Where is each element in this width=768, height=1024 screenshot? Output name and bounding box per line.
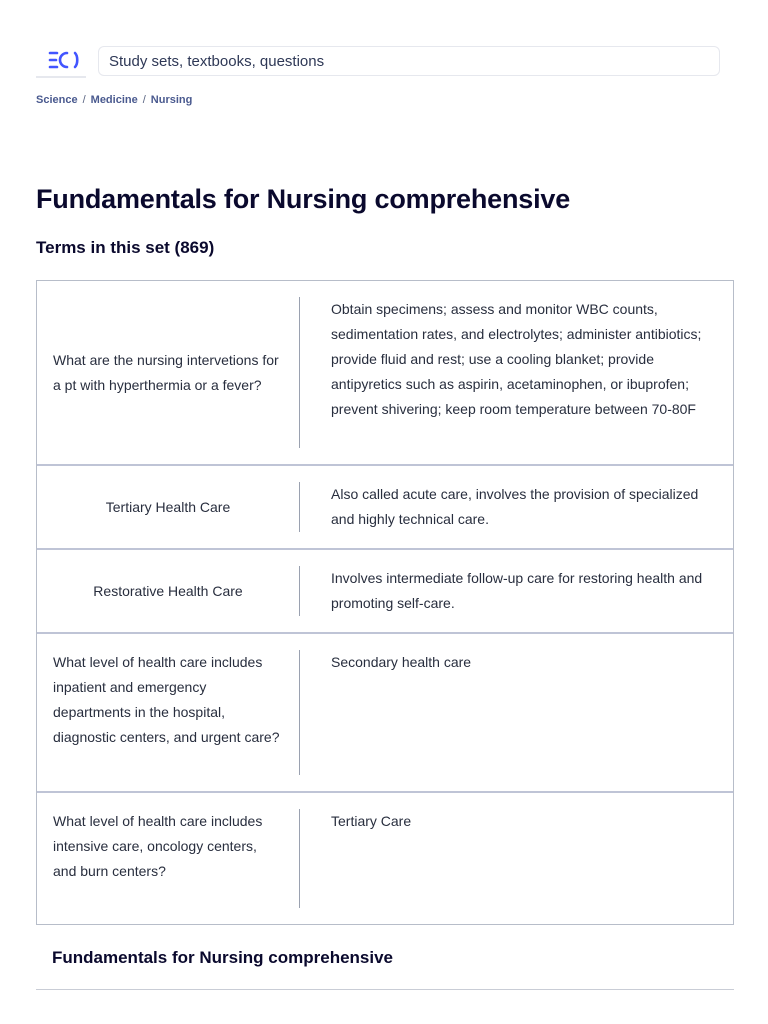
related-set-title[interactable]: Fundamentals for Nursing comprehensive [52, 948, 394, 967]
quizlet-logo-icon[interactable] [36, 44, 86, 78]
breadcrumb [36, 94, 192, 106]
divider [36, 989, 734, 990]
breadcrumb-link-medicine[interactable]: Medicine [90, 94, 138, 106]
page-title: Fundamentals for Nursing comprehensive [36, 184, 571, 214]
breadcrumb-separator: / [82, 94, 86, 106]
term-text: What level of health care includes intensive care, oncology centers, and burn centers? [37, 809, 300, 908]
term-text: What are the nursing intervetions for a pt with hyperthermia or a fever? [37, 297, 300, 448]
term-text: What level of health care includes inpatient and emergency departments in the hospital, diagnostic centers, and urgent care? [37, 650, 300, 775]
term-row [37, 793, 733, 924]
definition-text: Obtain specimens; assess and monitor WBC counts, sedimentation rates, and electrolytes; administer antibiotics; provide fluid and rest; use a cooling blanket; provide antipyretics such as aspirin, acetaminophen, or ibuprofen; prevent shivering; keep room temperature between 70-80F [331, 301, 702, 417]
term-row [37, 466, 733, 550]
term-text: Restorative Health Care [37, 566, 300, 616]
term-text: Tertiary Health Care [37, 482, 300, 532]
terms-count-heading: Terms in this set (869) [36, 238, 215, 257]
term-row [37, 550, 733, 634]
search-box[interactable] [98, 46, 720, 76]
search-input[interactable] [107, 52, 719, 71]
definition-text: Involves intermediate follow-up care for restoring health and promoting self-care. [331, 570, 703, 611]
breadcrumb-link-nursing[interactable]: Nursing [150, 94, 193, 106]
definition-text: Secondary health care [331, 654, 472, 670]
definition-text: Tertiary Care [331, 813, 412, 829]
top-bar [36, 44, 720, 78]
breadcrumb-separator: / [142, 94, 146, 106]
term-row [37, 281, 733, 466]
term-row [37, 634, 733, 793]
breadcrumb-link-science[interactable]: Science [36, 94, 78, 106]
terms-table [36, 280, 734, 925]
definition-text: Also called acute care, involves the provision of specialized and highly technical care. [331, 486, 699, 527]
